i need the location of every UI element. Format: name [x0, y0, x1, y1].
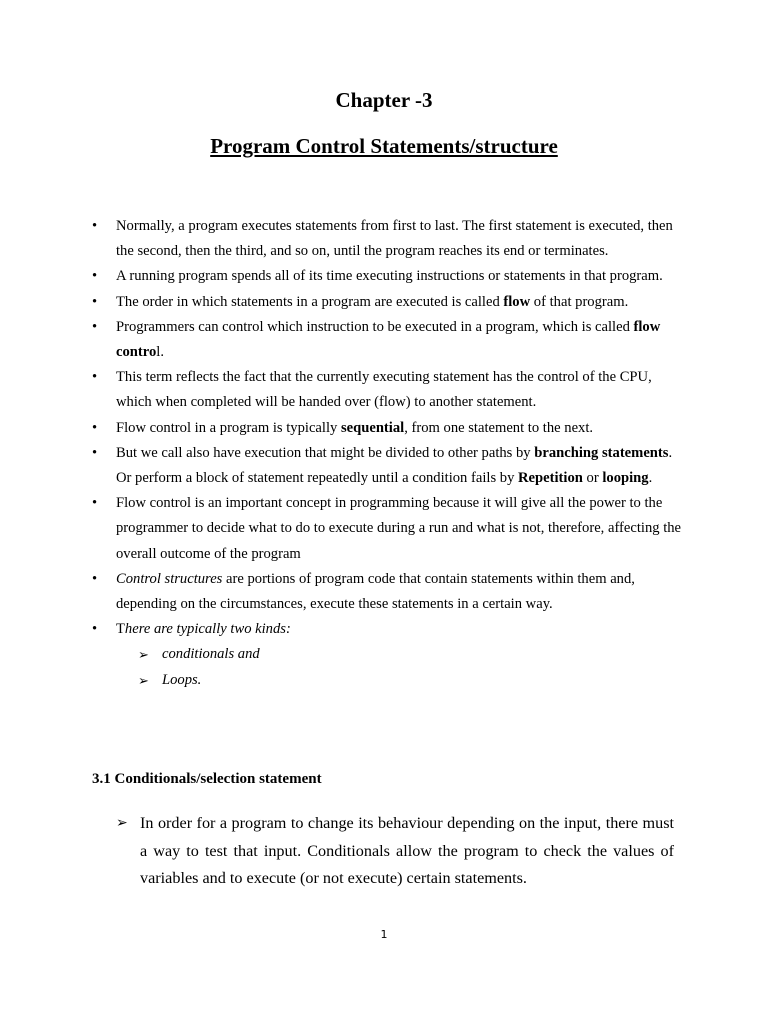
item-text: .: [648, 470, 653, 487]
list-item: [92, 315, 682, 365]
item-bold: flow contro: [116, 318, 661, 361]
item-text: Programmers can control which instruction to be executed in a program, which is called: [116, 318, 634, 335]
list-item: [92, 214, 682, 264]
bullet-icon: •: [92, 218, 98, 234]
item-text: Normally, a program executes statements from first to last. The first statement is executed, then the second, then the third, and so on, until the program reaches its end or terminates.: [116, 218, 673, 260]
list-item: [92, 290, 682, 315]
item-text: Flow control is an important concept in programming because it will give all the power to the programmer to decide what to do to execute during a run and what is not, therefore, affecting the overall outcome of the program: [116, 495, 682, 562]
list-item: [92, 617, 682, 642]
item-text: or: [582, 470, 603, 487]
bullet-icon: •: [92, 369, 98, 386]
item-italic: here are typically two kinds:: [124, 621, 291, 638]
list-item: [92, 567, 682, 617]
list-item: [92, 441, 682, 491]
item-bold: Repetition: [518, 470, 583, 487]
page-title: Program Control Statements/structure: [210, 134, 558, 158]
item-text: l.: [156, 344, 164, 361]
item-text: Flow control in a program is typically: [116, 419, 341, 436]
page-number: 1: [380, 928, 388, 941]
bullet-icon: •: [92, 444, 98, 461]
item-bold: flow: [503, 293, 531, 310]
arrow-bullet-icon: ➢: [138, 672, 149, 688]
chapter-heading: Chapter -3: [335, 88, 433, 112]
bullet-icon: •: [92, 293, 98, 310]
item-text: A running program spends all of its time executing instructions or statements in that program.: [116, 268, 663, 285]
item-text: of that program.: [530, 293, 629, 310]
bullet-icon: •: [92, 318, 98, 335]
item-text: conditionals and: [162, 646, 260, 663]
bullet-icon: •: [92, 495, 98, 512]
bullet-icon: •: [92, 570, 98, 587]
bullet-icon: •: [92, 419, 98, 436]
item-italic: Control structures: [116, 570, 223, 587]
arrow-bullet-icon: ➢: [116, 816, 128, 831]
item-text: This term reflects the fact that the currently executing statement has the control of the CPU, which when completed will be handed over (flow) to another statement.: [116, 369, 652, 411]
list-item: [92, 365, 682, 415]
item-bold: looping: [602, 470, 649, 487]
bullet-icon: •: [92, 268, 98, 285]
list-item: [92, 264, 682, 289]
bullet-list: [92, 214, 682, 693]
arrow-bullet-icon: ➢: [138, 647, 149, 663]
section-paragraph: [116, 810, 674, 893]
item-bold: sequential: [340, 419, 405, 436]
item-text: Loops.: [162, 671, 202, 688]
list-item: [92, 416, 682, 441]
item-text: are portions of program code that contain statements within them and, depending on the circumstances, execute these statements in a certain way.: [116, 570, 635, 613]
sub-list-item: [92, 668, 682, 693]
item-bold: branching statements: [534, 444, 669, 461]
item-text: T: [116, 621, 125, 638]
sub-list-item: [92, 642, 682, 667]
list-item: [92, 491, 682, 567]
paragraph-text: In order for a program to change its behaviour depending on the input, there must a way to test that input. Conditionals allow the program to check the values of variables and to execute (or not execute) certain statements.: [140, 814, 674, 887]
section-heading: 3.1 Conditionals/selection statement: [92, 771, 322, 787]
bullet-icon: •: [92, 621, 98, 638]
item-text: But we call also have execution that might be divided to other paths by: [116, 444, 535, 461]
item-text: , from one statement to the next.: [404, 419, 594, 436]
item-text: The order in which statements in a program are executed is called: [116, 293, 504, 310]
item-text: . Or perform a block of statement repeatedly until a condition fails by: [116, 444, 673, 487]
